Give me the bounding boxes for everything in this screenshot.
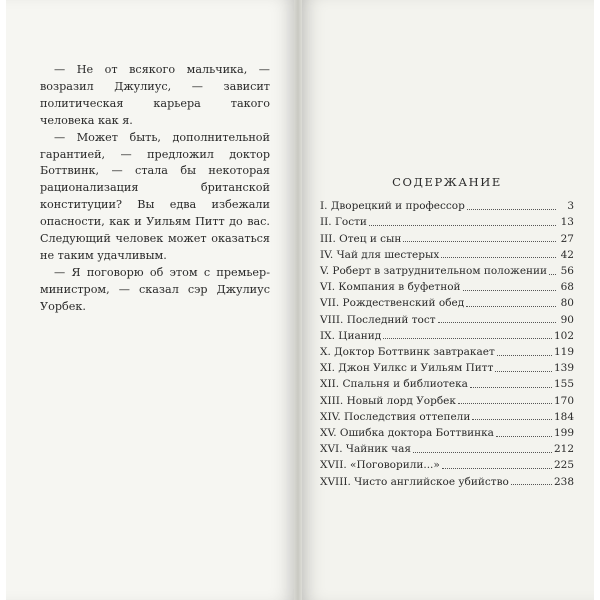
toc-entry [320, 295, 574, 311]
toc-entry-page: 27 [560, 232, 574, 245]
dot-leader [470, 387, 552, 388]
toc-entry-page: 102 [553, 329, 574, 342]
dot-leader [442, 468, 552, 469]
toc-entry-title: XI. Джон Уилкс и Уильям Питт [320, 362, 494, 375]
toc-entry [320, 312, 574, 328]
toc-entry [320, 231, 574, 247]
toc-entry-page: 238 [553, 475, 574, 488]
dot-leader [403, 241, 556, 242]
toc-entry-title: XVIII. Чисто английское убийство [320, 475, 509, 488]
toc-entry-page: 184 [553, 410, 574, 423]
dot-leader [495, 371, 552, 372]
toc-entry [320, 344, 574, 360]
table-of-contents [320, 174, 574, 490]
toc-entry-title: I. Дворецкий и профессор [320, 200, 465, 213]
dot-leader [463, 290, 556, 291]
toc-entry [320, 457, 574, 473]
dot-leader [467, 209, 556, 210]
toc-entry-page: 225 [553, 459, 574, 472]
toc-entry [320, 376, 574, 392]
right-page [298, 0, 594, 600]
toc-entry-page: 68 [560, 281, 574, 294]
toc-entry-page: 119 [553, 346, 574, 359]
toc-entry-page: 170 [553, 394, 574, 407]
paragraph: — Не от всякого мальчика, — возразил Джулиус, — зависит политическая карьера такого человека как я. [40, 63, 270, 127]
toc-entry [320, 279, 574, 295]
toc-entry-title: IV. Чай для шестерых [320, 248, 440, 261]
toc-entry-title: XII. Спальня и библиотека [320, 378, 468, 391]
toc-entry-page: 199 [553, 427, 574, 440]
toc-entry [320, 214, 574, 230]
toc-entry-page: 42 [560, 248, 574, 261]
toc-entry-page: 155 [553, 378, 574, 391]
toc-entry-page: 3 [567, 200, 574, 213]
toc-entry-title: VIII. Последний тост [320, 313, 436, 326]
dot-leader [466, 306, 556, 307]
toc-entry-title: V. Роберт в затруднительном положении [320, 265, 548, 278]
toc-entry-page: 13 [560, 216, 574, 229]
dot-leader [472, 419, 552, 420]
dot-leader [458, 403, 552, 404]
toc-entry-page: 80 [560, 297, 574, 310]
scan-margin-right [594, 0, 600, 600]
toc-entry-page: 56 [560, 265, 574, 278]
toc-entry [320, 198, 574, 214]
toc-entry [320, 409, 574, 425]
toc-entry [320, 247, 574, 263]
toc-entry-title: VI. Компания в буфетной [320, 281, 461, 294]
toc-entry [320, 474, 574, 490]
toc-entry-title: III. Отец и сын [320, 232, 402, 245]
dot-leader [511, 484, 552, 485]
paragraph: — Может быть, дополнительной гарантией, — предложил доктор Боттвинк, — стала бы некоторая рационализация британской конституции? Вы едва избежали опасности, как и Уильям Питт до вас. Следующий человек может оказаться не таким удачливым. [40, 130, 270, 262]
dot-leader [369, 225, 556, 226]
toc-entry-title: X. Доктор Боттвинк завтракает [320, 346, 495, 359]
book-gutter [294, 0, 302, 600]
toc-entry-page: 90 [560, 313, 574, 326]
dot-leader [441, 257, 556, 258]
left-page [6, 0, 298, 600]
toc-entry-title: II. Гости [320, 216, 367, 229]
toc-entry [320, 425, 574, 441]
toc-entry-title: IX. Цианид [320, 329, 382, 342]
toc-entry-page: 212 [553, 443, 574, 456]
dot-leader [549, 274, 556, 275]
toc-entry [320, 441, 574, 457]
toc-entry-title: VII. Рождественский обед [320, 297, 465, 310]
toc-entry-title: XVI. Чайник чая [320, 443, 411, 456]
toc-entry-title: XIII. Новый лорд Уорбек [320, 394, 456, 407]
dot-leader [383, 338, 552, 339]
toc-entry [320, 328, 574, 344]
toc-entry [320, 263, 574, 279]
dot-leader [413, 452, 552, 453]
toc-entry-page: 139 [553, 362, 574, 375]
toc-entry [320, 360, 574, 376]
toc-entry-title: XV. Ошибка доктора Боттвинка [320, 427, 494, 440]
paragraph: — Я поговорю об этом с премьер-министром, — сказал сэр Джулиус Уорбек. [40, 265, 270, 313]
dot-leader [497, 355, 552, 356]
story-text [40, 62, 270, 316]
toc-entry-title: XIV. Последствия оттепели [320, 410, 471, 423]
dot-leader [438, 322, 556, 323]
toc-entry [320, 393, 574, 409]
toc-entry-title: XVII. «Поговорили...» [320, 459, 440, 472]
dot-leader [496, 436, 552, 437]
toc-heading: СОДЕРЖАНИЕ [392, 175, 502, 189]
toc-list [320, 198, 574, 490]
